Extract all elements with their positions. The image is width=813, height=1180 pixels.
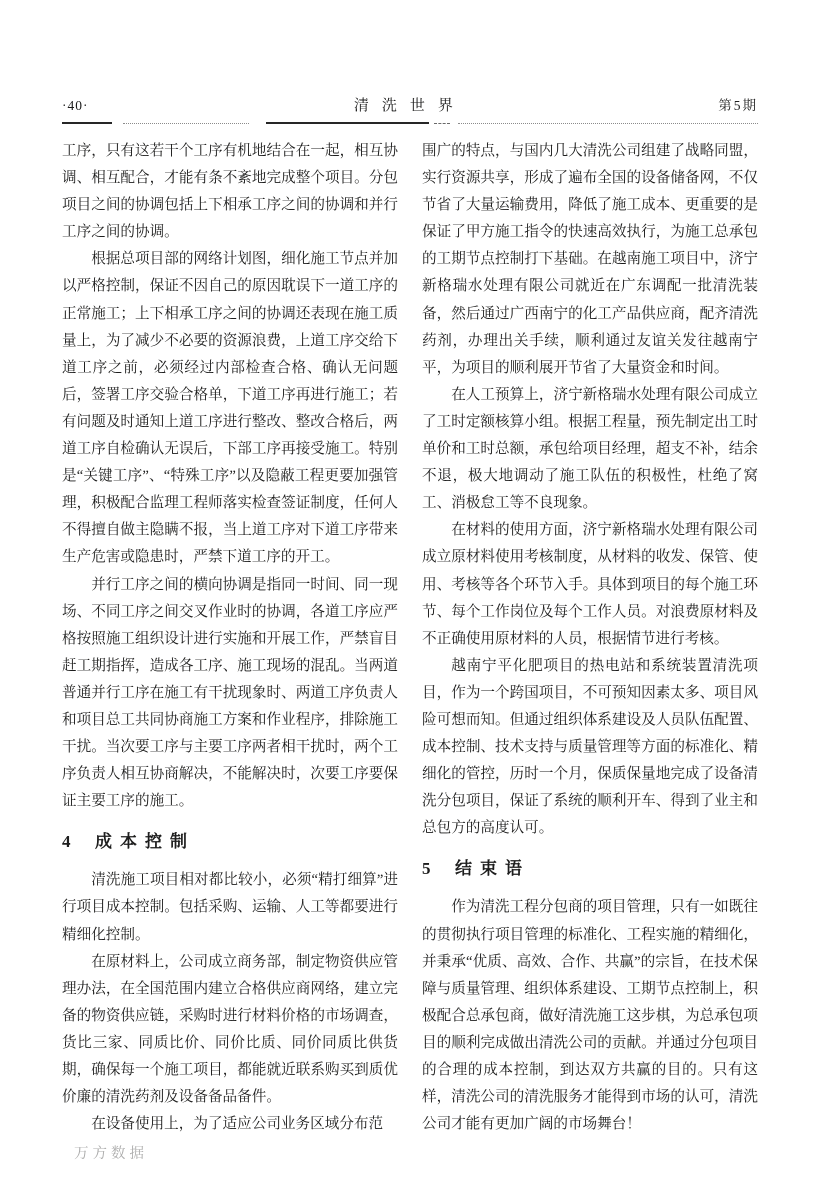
article-body — [62, 138, 758, 1138]
issue-label: 第5期 — [718, 98, 758, 113]
section-number: 5 — [422, 859, 431, 879]
paragraph: 在人工预算上，济宁新格瑞水处理有限公司成立了工时定额核算小组。根据工程量，预先制定出工时单价和工时总额，承包给项目经理，超支不补，结余不退，极大地调动了施工队伍的积极性，杜绝了窝工、消极怠工等不良现象。 — [422, 386, 758, 512]
header-rule-dash — [434, 123, 450, 124]
paragraph: 工序，只有这若干个工序有机地结合在一起，相互协调、相互配合，才能有条不紊地完成整个项目。分包项目之间的协调包括上下相承工序之间的协调和并行工序之间的协调。 — [62, 143, 398, 241]
section-heading-cost-control — [62, 830, 398, 854]
paragraph: 在原材料上，公司成立商务部，制定物资供应管理办法，在全国范围内建立合格供应商网络，建立完备的物资供应链，采购时进行材料价格的市场调查，货比三家、同质比价、同价比质、同价同质比供货期，确保每一个施工项目，都能就近联系购买到质优价廉的清洗药剂及设备备品备件。 — [62, 953, 398, 1106]
header-rule-dotted-left — [123, 123, 249, 124]
paragraph: 围广的特点，与国内几大清洗公司组建了战略同盟，实行资源共享，形成了遍布全国的设备储备网，不仅节省了大量运输费用，降低了施工成本、更重要的是保证了甲方施工指令的快速高效执行，为施工总承包的工期节点控制打下基础。在越南施工项目中，济宁新格瑞水处理有限公司就近在广东调配一批清洗装备，然后通过广西南宁的化工产品供应商，配齐清洗药剂，办理出关手续，顺利通过友谊关发往越南宁平，为项目的顺利展开节省了大量资金和时间。 — [422, 143, 758, 376]
wanfang-watermark: 万方数据 — [74, 1146, 148, 1162]
paragraph: 在材料的使用方面，济宁新格瑞水处理有限公司成立原材料使用考核制度，从材料的收发、保管、使用、考核等各个环节入手。具体到项目的每个施工环节、每个工作岗位及每个工作人员。对浪费原材料及不正确使用原材料的人员，根据情节进行考核。 — [422, 522, 758, 647]
paragraph: 在设备使用上，为了适应公司业务区域分布范 — [91, 1116, 384, 1133]
paragraph: 越南宁平化肥项目的热电站和系统装置清洗项目，作为一个跨国项目，不可预知因素太多、项目风险可想而知。但通过组织体系建设及人员队伍配置、成本控制、技术支持与质量管理等方面的标准化、精细化的管控，历时一个月，保质保量地完成了设备清洗分包项目，保证了系统的顺利开车、得到了业主和总包方的高度认可。 — [422, 657, 758, 837]
journal-title: 清洗世界 — [353, 98, 466, 114]
section-title: 结束语 — [455, 859, 530, 879]
paragraph: 作为清洗工程分包商的项目管理，只有一如既往的贯彻执行项目管理的标准化、工程实施的精细化，并秉承“优质、高效、合作、共赢”的宗旨，在技术保障与质量管理、组织体系建设、工期节点控制上，积极配合总承包商，做好清洗施工这步棋，为总承包项目的顺利完成做出清洗公司的贡献。并通过分包项目的合理的成本控制，到达双方共赢的目的。只有这样，清洗公司的清洗服务才能得到市场的认可，清洗公司才能有更加广阔的市场舞台！ — [422, 899, 758, 1133]
header-rule-solid-left — [62, 122, 112, 124]
section-title: 成本控制 — [95, 832, 195, 852]
paragraph: 清洗施工项目相对都比较小，必须“精打细算”进行项目成本控制。包括采购、运输、人工等都要进行精细化控制。 — [62, 872, 398, 943]
section-heading-conclusion — [422, 857, 758, 881]
right-column — [422, 138, 758, 1138]
header-rule-solid-center — [266, 122, 429, 124]
header-rule-dotted-right — [458, 123, 758, 124]
section-number: 4 — [62, 832, 71, 852]
paragraph: 并行工序之间的横向协调是指同一时间、同一现场、不同工序之间交叉作业时的协调，各道工序应严格按照施工组织设计进行实施和开展工作，严禁盲目赶工期指挥，造成各工序、施工现场的混乱。当两道普通并行工序在施工有干扰现象时、两道工序负责人和项目总工共同协商施工方案和作业程序，排除施工干扰。当次要工序与主要工序两者相干扰时，两个工序负责人相互协商解决，不能解决时，次要工序要保证主要工序的施工。 — [62, 576, 398, 810]
left-column — [62, 138, 398, 1138]
page-number: ·40· — [62, 98, 89, 113]
paragraph: 根据总项目部的网络计划图，细化施工节点并加以严格控制，保证不因自己的原因耽误下一道工序的正常施工；上下相承工序之间的协调还表现在施工质量上，为了减少不必要的资源浪费，上道工序交给下道工序之前，必须经过内部检查合格、确认无问题后，签署工序交验合格单，下道工序再进行施工；若有问题及时通知上道工序进行整改、整改合格后，两道工序自检确认无误后，下部工序再接受施工。特别是“关键工序”、“特殊工序”以及隐蔽工程更要加强管理，积极配合监理工程师落实检查签证制度，任何人不得擅自做主隐瞒不报，当上道工序对下道工序带来生产危害或隐患时，严禁下道工序的开工。 — [62, 251, 398, 566]
header-rule — [62, 121, 758, 125]
page-header — [62, 94, 758, 115]
